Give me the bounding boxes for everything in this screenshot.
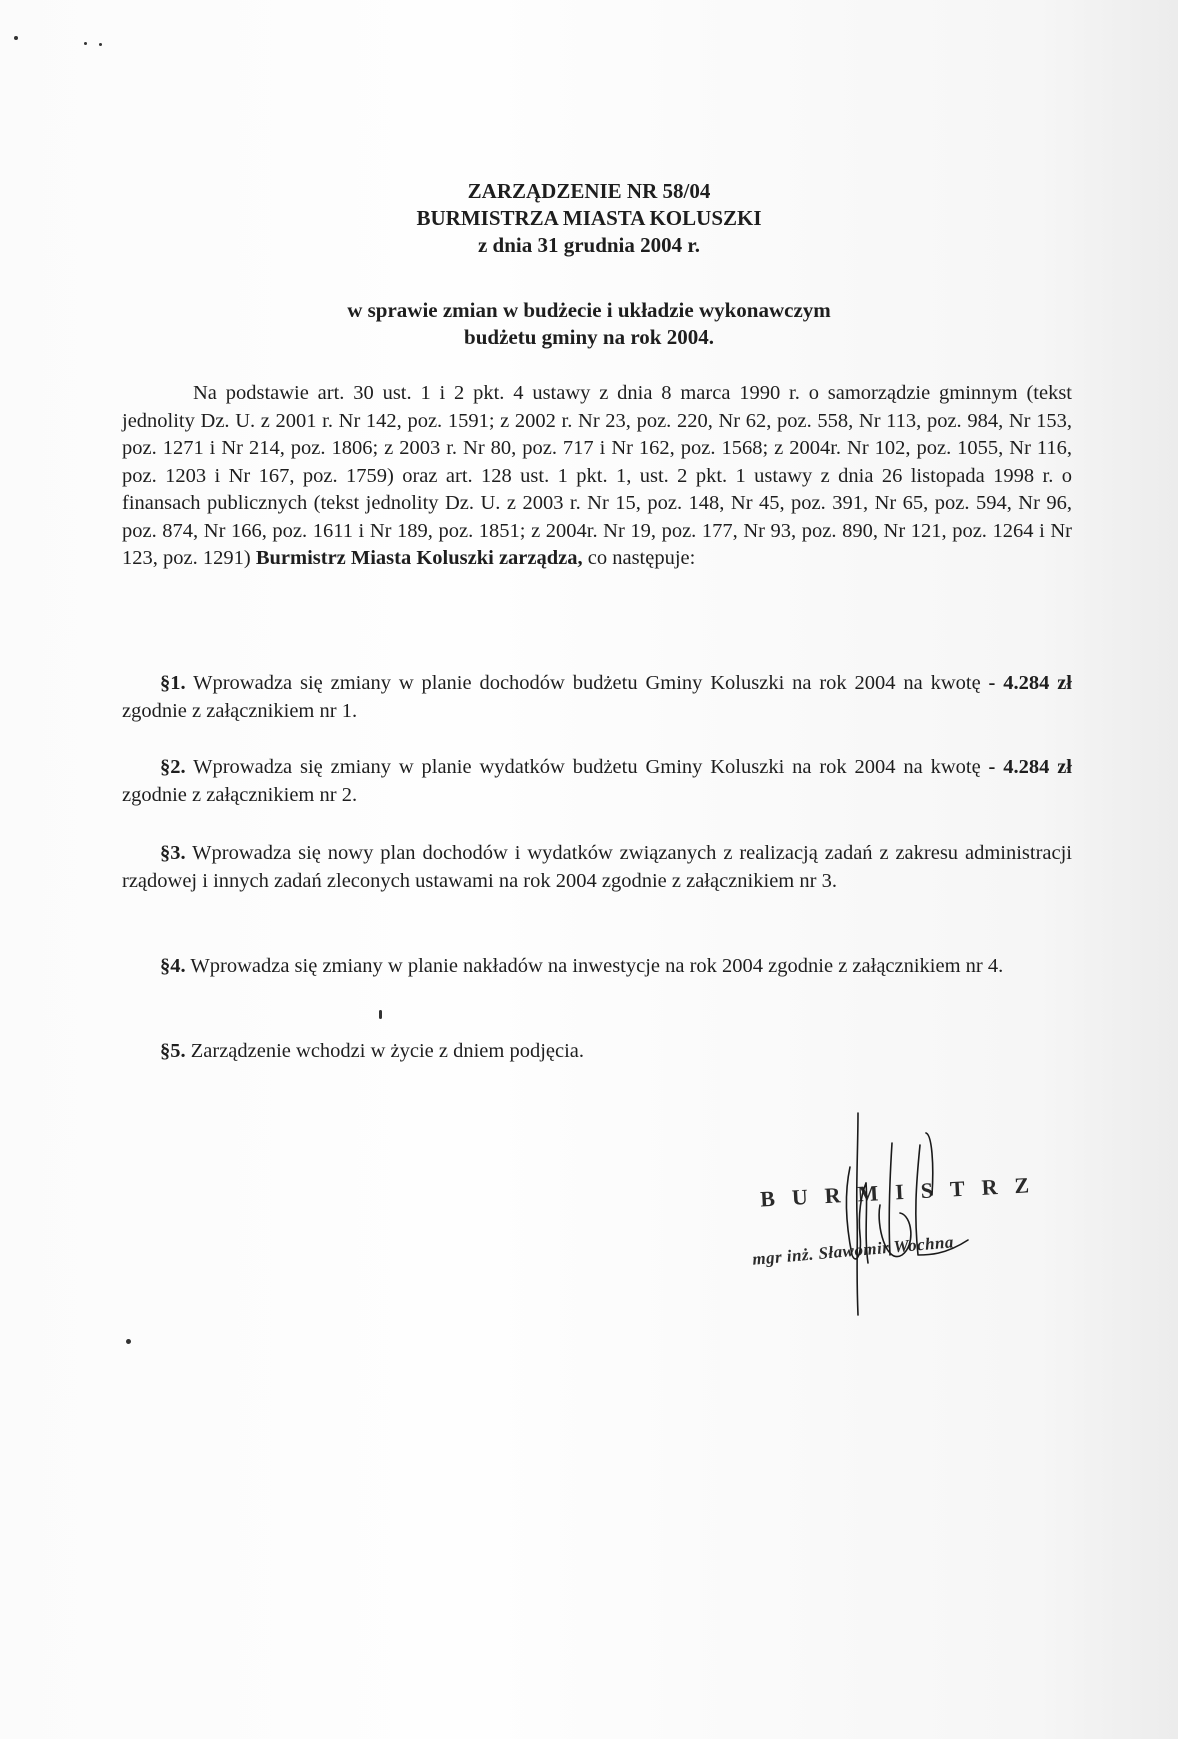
section-5 — [122, 1038, 1072, 1066]
preamble-paragraph — [122, 380, 1072, 573]
stamp-title: BURMISTRZ — [759, 1171, 1047, 1212]
scan-speck — [99, 43, 102, 46]
section-4 — [122, 953, 1072, 981]
section-text: Zarządzenie wchodzi w życie z dniem podjęcia. — [190, 1040, 585, 1062]
scan-speck — [126, 1339, 131, 1344]
document-header — [0, 178, 1178, 259]
document-title: ZARZĄDZENIE NR 58/04 — [467, 179, 711, 203]
section-3 — [122, 840, 1072, 895]
section-1 — [122, 670, 1072, 725]
section-number: §2. — [160, 756, 186, 778]
section-amount: - 4.284 zł — [988, 672, 1073, 694]
section-text-after: zgodnie z załącznikiem nr 1. — [122, 699, 358, 722]
document-date: z dnia 31 grudnia 2004 r. — [477, 233, 701, 257]
preamble-text: Na podstawie art. 30 ust. 1 i 2 pkt. 4 ustawy z dnia 8 marca 1990 r. o samorządzie gminnym (tekst jednolity Dz. U. z 2001 r. Nr 142, poz. 1591; z 2002 r. Nr 23, poz. 220, Nr 62, poz. 558, Nr 113, poz. 984, Nr 153, poz. 1271 i Nr 214, poz. 1806; z 2003 r. Nr 80, poz. 717 i Nr 162, poz. 1568; z 2004r. Nr 102, poz. 1055, Nr 116, poz. 1203 i Nr 167, poz. 1759) oraz art. 128 ust. 1 pkt. 1, ust. 2 pkt. 1 ustawy z dnia 26 listopada 1998 r. o finansach publicznych (tekst jednolity Dz. U. z 2003 r. Nr 15, poz. 148, Nr 45, poz. 391, Nr 65, poz. 594, Nr 96, poz. 874, Nr 166, poz. 1611 i Nr 189, poz. 1851; z 2004r. Nr 19, poz. 177, Nr 93, poz. 890, Nr 121, poz. 1264 i Nr 123, poz. 1291) — [122, 382, 1072, 569]
subject-line-2: budżetu gminy na rok 2004. — [464, 325, 714, 349]
scan-speck — [84, 42, 87, 45]
section-text: Wprowadza się zmiany w planie nakładów na inwestycje na rok 2004 zgodnie z załącznikiem nr 4. — [190, 955, 1004, 977]
scan-speck — [379, 1010, 382, 1019]
section-2 — [122, 754, 1072, 809]
preamble-bold: Burmistrz Miasta Koluszki zarządza, — [255, 547, 583, 569]
section-number: §5. — [160, 1040, 186, 1062]
section-text: Wprowadza się zmiany w planie wydatków budżetu Gminy Koluszki na rok 2004 na kwotę — [193, 756, 981, 778]
section-number: §4. — [160, 955, 186, 977]
document-issuer: BURMISTRZA MIASTA KOLUSZKI — [416, 206, 762, 230]
signature-stamp — [740, 1105, 1080, 1335]
scan-speck — [14, 36, 18, 40]
section-text-after: zgodnie z załącznikiem nr 2. — [122, 783, 358, 806]
section-text: Wprowadza się zmiany w planie dochodów budżetu Gminy Koluszki na rok 2004 na kwotę — [193, 672, 981, 694]
section-number: §1. — [160, 672, 186, 694]
subject-line-1: w sprawie zmian w budżecie i układzie wykonawczym — [347, 298, 831, 322]
section-amount: - 4.284 zł — [988, 756, 1073, 778]
stamp-name: mgr inż. Sławomir Wochna — [751, 1232, 955, 1269]
document-subject — [0, 297, 1178, 351]
handwritten-signature — [740, 1105, 1080, 1335]
preamble-ending: co następuje: — [587, 547, 696, 569]
section-text: Wprowadza się nowy plan dochodów i wydatków związanych z realizacją zadań z zakresu administracji rządowej i innych zadań zleconych ustawami na rok 2004 zgodnie z załącznikiem nr 3. — [122, 842, 1072, 892]
section-number: §3. — [160, 842, 186, 864]
